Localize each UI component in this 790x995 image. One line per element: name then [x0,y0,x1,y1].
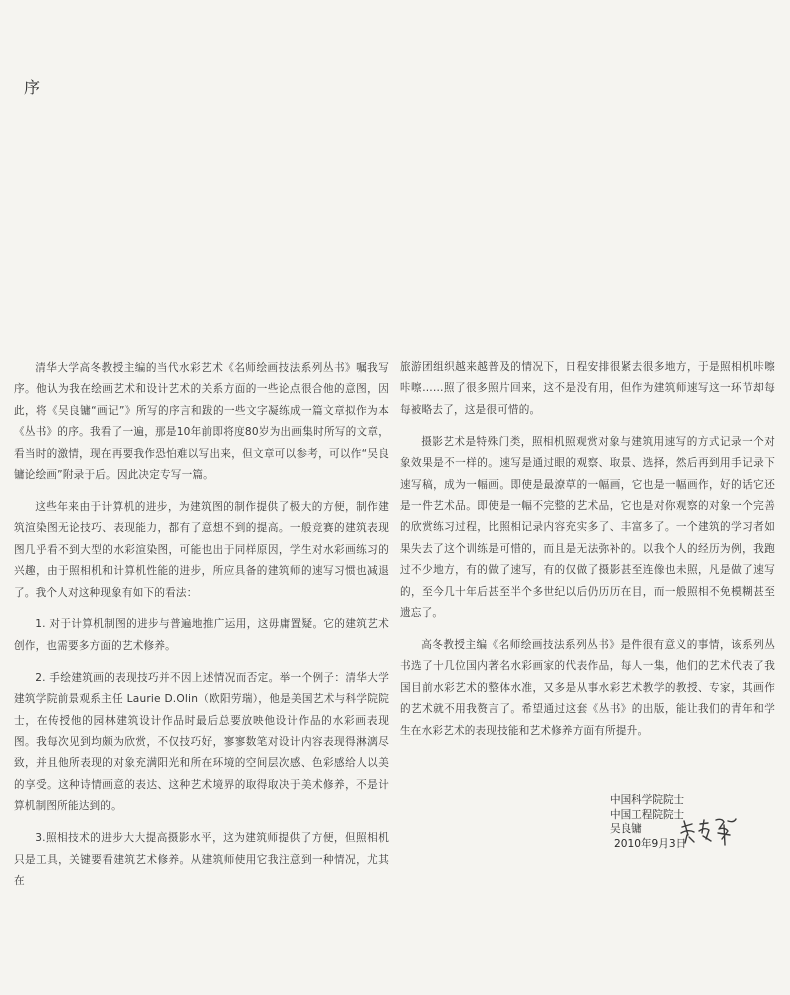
author-name: 吴良镛 [610,823,642,835]
paragraph: 清华大学高冬教授主编的当代水彩艺术《名师绘画技法系列丛书》嘱我写序。他认为我在绘画艺术和设计艺术的关系方面的一些论点很合他的意图，因此，将《吴良镛“画记”》所写的序言和跋的一些文字凝练成一篇文章拟作为本《丛书》的序。我看了一遍，那是10年前即将度80岁为出画集时所写的文章，看当时的激情，现在再要我作恐怕难以写出来，但文章可以参考，可以作“吴良镛论绘画”附录于后。因此决定专写一篇。 [14,362,389,482]
paragraph: 3.照相技术的进步大大提高摄影水平，这为建筑师提供了方便，但照相机只是工具，关键要看建筑艺术修养。从建筑师使用它我注意到一种情况，尤其在 [14,832,389,887]
handwritten-signature [678,815,740,853]
signature-date: 2010年9月3日 [614,837,687,850]
paragraph: 2. 手绘建筑画的表现技巧并不因上述情况而否定。举一个例子：清华大学建筑学院前景观系主任 Laurie D.Olin（欧阳劳瑞），他是美国艺术与科学院院士，在传授他的园林建筑设计作品时最后总要放映他设计作品的水彩画表现图。我每次见到均颇为欣赏，不仅技巧好，寥寥数笔对设计内容表现得淋漓尽致，并且他所表现的对象充满阳光和所在环境的空间层次感、色彩感给人以美的享受。这种诗情画意的表达、这种艺术境界的取得取决于美术修养，不是计算机制图所能达到的。 [14,671,389,813]
signature-block [610,793,686,851]
paragraph: 摄影艺术是特殊门类，照相机照观赏对象与建筑用速写的方式记录一个对象效果是不一样的。速写是通过眼的观察、取景、选择，然后再到用手记录下速写稿，成为一幅画。即使是最潦草的一幅画，它也是一幅画作，好的话它还是一件艺术品。即使是一幅不完整的艺术品，它也是对你观察的对象一个完善的欣赏练习过程，比照相记录内容充实多了、丰富多了。一个建筑的学习者如果失去了这个训练是可惜的，而且是无法弥补的。以我个人的经历为例，我跑过不少地方，有的做了速写，有的仅做了摄影甚至连像也未照，凡是做了速写的，至今几十年后甚至半个多世纪以后仍历历在目，而一般照相不免模糊甚至遗忘了。 [400,435,775,619]
author-title-cae: 中国工程院院士 [610,808,685,821]
author-title-cas: 中国科学院院士 [610,794,685,806]
signature-scribble [678,815,740,849]
right-column [400,357,775,752]
paragraph: 1. 对于计算机制图的进步与普遍地推广运用，这毋庸置疑。它的建筑艺术创作，也需要多方面的艺术修养。 [14,618,389,652]
paragraph: 这些年来由于计算机的进步，为建筑图的制作提供了极大的方便，制作建筑渲染图无论技巧、表现能力，都有了意想不到的提高。一般竞赛的建筑表现图几乎看不到大型的水彩渲染图，可能也出于同样原因，学生对水彩画练习的兴趣，由于照相机和计算机性能的进步，所应具备的建筑师的速写习惯也减退了。我个人对这种现象有如下的看法： [14,500,389,599]
left-column [14,358,389,903]
paragraph: 旅游团组织越来越普及的情况下，日程安排很紧去很多地方，于是照相机咔嚓咔嚓……照了很多照片回来，这不是没有用，但作为建筑师速写这一环节却每每被略去了，这是很可惜的。 [400,361,775,416]
page-title: 序 [24,78,41,97]
paragraph: 高冬教授主编《名师绘画技法系列丛书》是件很有意义的事情，该系列丛书选了十几位国内著名水彩画家的代表作品，每人一集，他们的艺术代表了我国目前水彩艺术的整体水准，又多是从事水彩艺术教学的教授、专家，其画作的艺术就不用我赘言了。希望通过这套《丛书》的出版，能让我们的青年和学生在水彩艺术的表现技能和艺术修养方面有所提升。 [400,638,775,737]
